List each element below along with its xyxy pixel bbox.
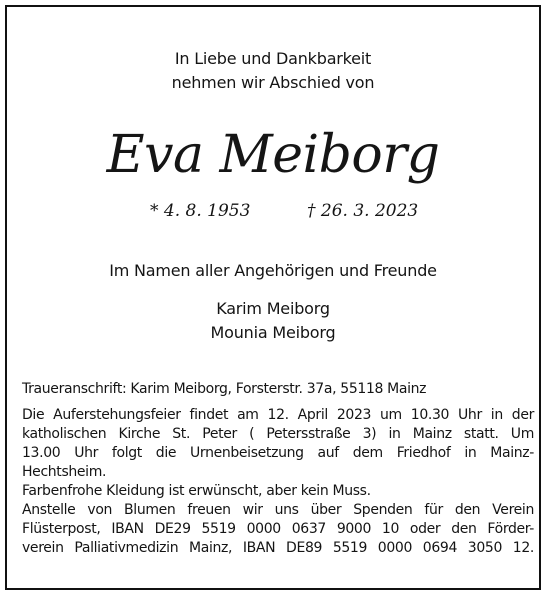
intro-text xyxy=(7,47,539,95)
donation-line: Anstelle von Blumen freuen wir uns über Spenden für den Verein xyxy=(22,502,534,518)
ceremony-line: Die Auferstehungsfeier findet am 12. April 2023 um 10.30 Uhr in der xyxy=(22,407,534,423)
mourning-address: Traueranschrift: Karim Meiborg, Forsterstr. 37a, 55118 Mainz xyxy=(22,381,427,397)
donation-line: verein Palliativmedizin Mainz, IBAN DE89 5519 0000 0694 3050 12. xyxy=(22,540,534,556)
funeral-details xyxy=(22,406,534,558)
donation-line: Flüsterpost, IBAN DE29 5519 0000 0637 9000 10 oder den Förder- xyxy=(22,521,534,537)
dress-code-note: Farbenfrohe Kleidung ist erwünscht, aber kein Muss. xyxy=(22,483,371,499)
intro-line-1: In Liebe und Dankbarkeit xyxy=(174,49,372,68)
mourner-names xyxy=(7,297,539,345)
mourners-intro: Im Namen aller Angehörigen und Freunde xyxy=(109,261,437,280)
mourner-name: Mounia Meiborg xyxy=(210,323,336,342)
mourner-name: Karim Meiborg xyxy=(216,299,330,318)
ceremony-line: Hechtsheim. xyxy=(22,464,107,480)
death-date: † 26. 3. 2023 xyxy=(307,201,419,221)
obituary-notice xyxy=(5,5,541,590)
birth-date: * 4. 8. 1953 xyxy=(150,201,251,221)
intro-line-2: nehmen wir Abschied von xyxy=(171,73,375,92)
ceremony-line: 13.00 Uhr folgt die Urnenbeisetzung auf dem Friedhof in Mainz- xyxy=(22,445,534,461)
ceremony-line: katholischen Kirche St. Peter ( Petersstraße 3) in Mainz statt. Um xyxy=(22,426,534,442)
deceased-name: Eva Meiborg xyxy=(106,125,440,185)
